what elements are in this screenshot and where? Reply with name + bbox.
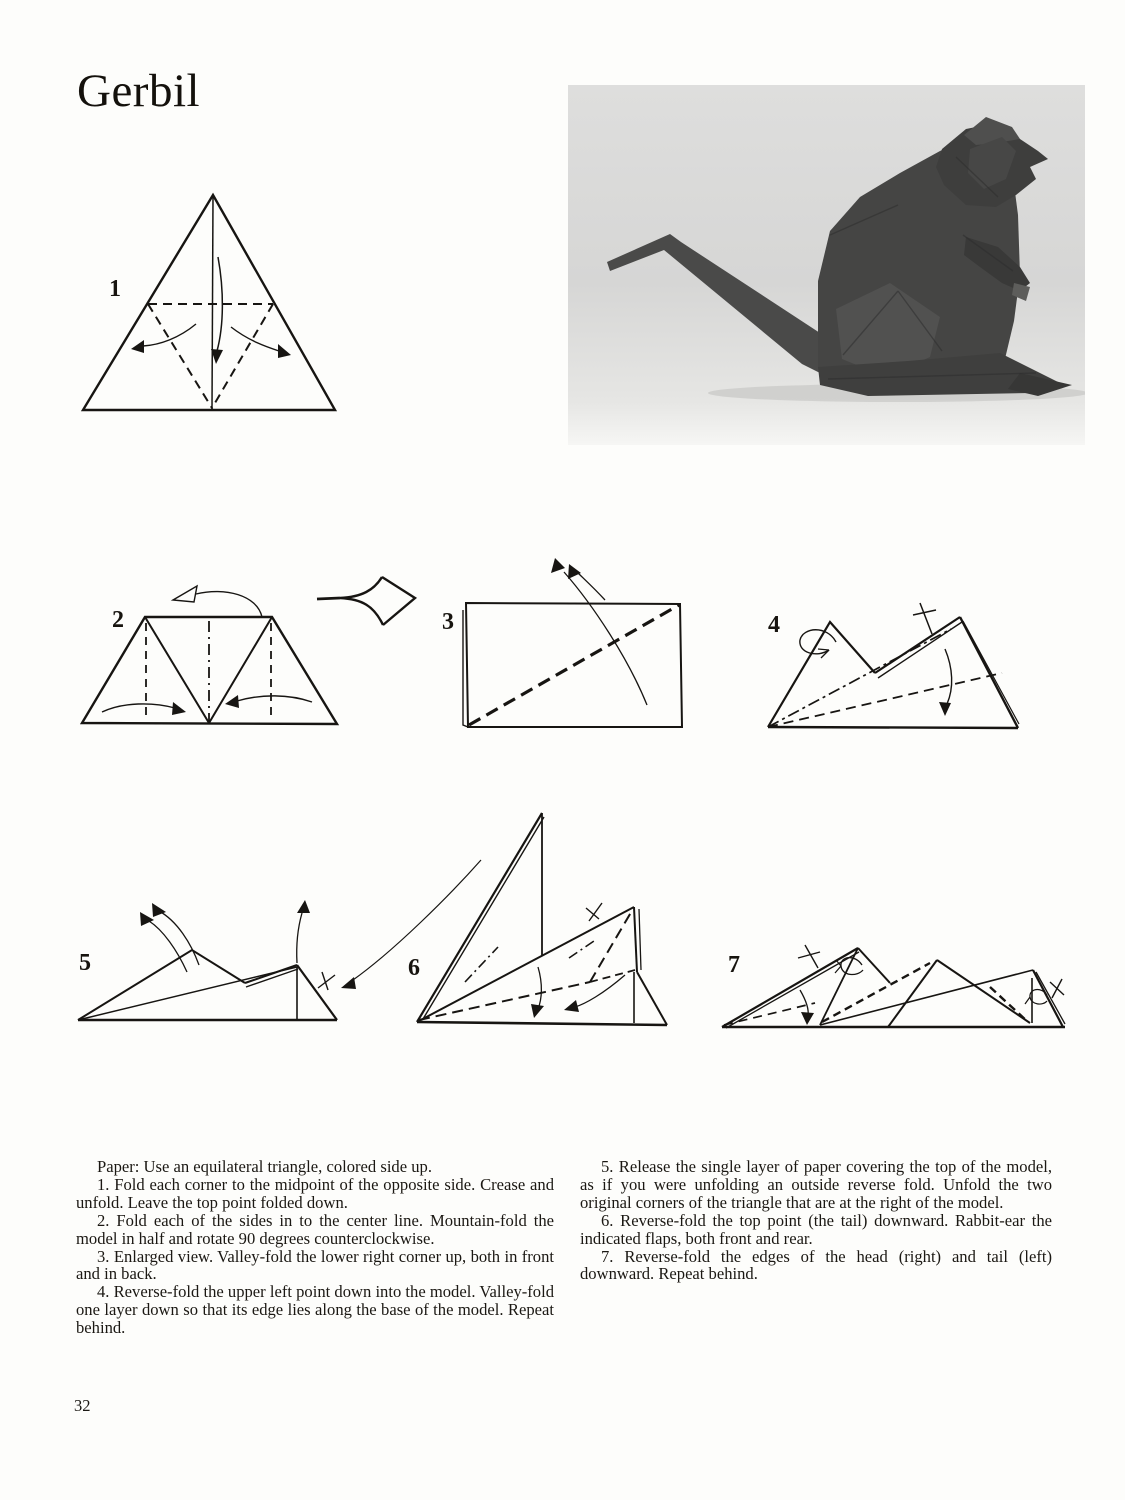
step-3-diagram (450, 550, 700, 740)
unfold-arrow-1 (140, 912, 187, 972)
step-4-diagram (755, 585, 1045, 740)
instruction-step-2: 2. Fold each of the sides in to the center line. Mountain-fold the model in half and rotate 90 degrees counterclockwise. (76, 1210, 554, 1248)
unfold-arrow-2 (152, 903, 199, 965)
page-number: 32 (74, 1396, 91, 1415)
unfold-arrow-short (568, 564, 605, 600)
push-dagger (913, 603, 936, 634)
instructions-left-column (76, 1158, 554, 1337)
instruction-step-6: 6. Reverse-fold the top point (the tail) downward. Rabbit-ear the indicated flaps, both front and rear. (580, 1210, 1052, 1248)
step-label-6: 6 (408, 955, 420, 981)
step-6-diagram (335, 800, 680, 1035)
instructions-right-column (580, 1158, 1052, 1283)
push-dagger-head (1050, 979, 1064, 998)
step-label-7: 7 (728, 952, 740, 978)
step-label-4: 4 (768, 612, 780, 638)
instruction-step-3: 3. Enlarged view. Valley-fold the lower right corner up, both in front and in back. (76, 1246, 554, 1284)
instruction-step-1: 1. Fold each corner to the midpoint of the opposite side. Crease and unfold. Leave the top point folded down. (76, 1174, 554, 1212)
step-1-diagram (75, 185, 355, 420)
gerbil-photo-silhouette (568, 85, 1085, 445)
fold-arrow-down (939, 649, 952, 716)
rabbit-ear-loop-head (1025, 989, 1047, 1004)
fold-arrow-down (531, 967, 544, 1018)
step-label-3: 3 (442, 609, 454, 635)
reverse-fold-pointer-arrow (341, 860, 481, 989)
mountain-fold-arrow (173, 586, 262, 617)
step-7-diagram (715, 935, 1075, 1035)
fold-arrow-left (225, 695, 312, 708)
step-label-5: 5 (79, 950, 91, 976)
push-dagger-tail (798, 945, 820, 968)
fold-arrow-right (102, 702, 186, 715)
page-title: Gerbil (77, 65, 201, 117)
fold-arrow-down (800, 990, 814, 1025)
push-dagger (586, 903, 602, 921)
instruction-step-4: 4. Reverse-fold the upper left point down into the model. Valley-fold one layer down so that its edge lies along the base of the model. Repeat behind. (76, 1282, 554, 1338)
instruction-paper: Paper: Use an equilateral triangle, colored side up. (97, 1157, 432, 1176)
instruction-step-7: 7. Reverse-fold the edges of the head (right) and tail (left) downward. Repeat behind. (580, 1246, 1052, 1284)
step-label-1: 1 (109, 276, 121, 302)
unfold-arrow-up-right (297, 900, 310, 963)
fold-arrow-left (131, 324, 196, 353)
enlarge-icon (312, 570, 422, 632)
gerbil-photo (568, 85, 1085, 445)
fold-arrow-right (231, 327, 291, 358)
instruction-step-5: 5. Release the single layer of paper covering the top of the model, as if you were unfolding an outside reverse fold. Unfold the two original corners of the triangle that are at the right of the model. (580, 1157, 1052, 1212)
step-label-2: 2 (112, 607, 124, 633)
push-dagger (318, 972, 335, 990)
